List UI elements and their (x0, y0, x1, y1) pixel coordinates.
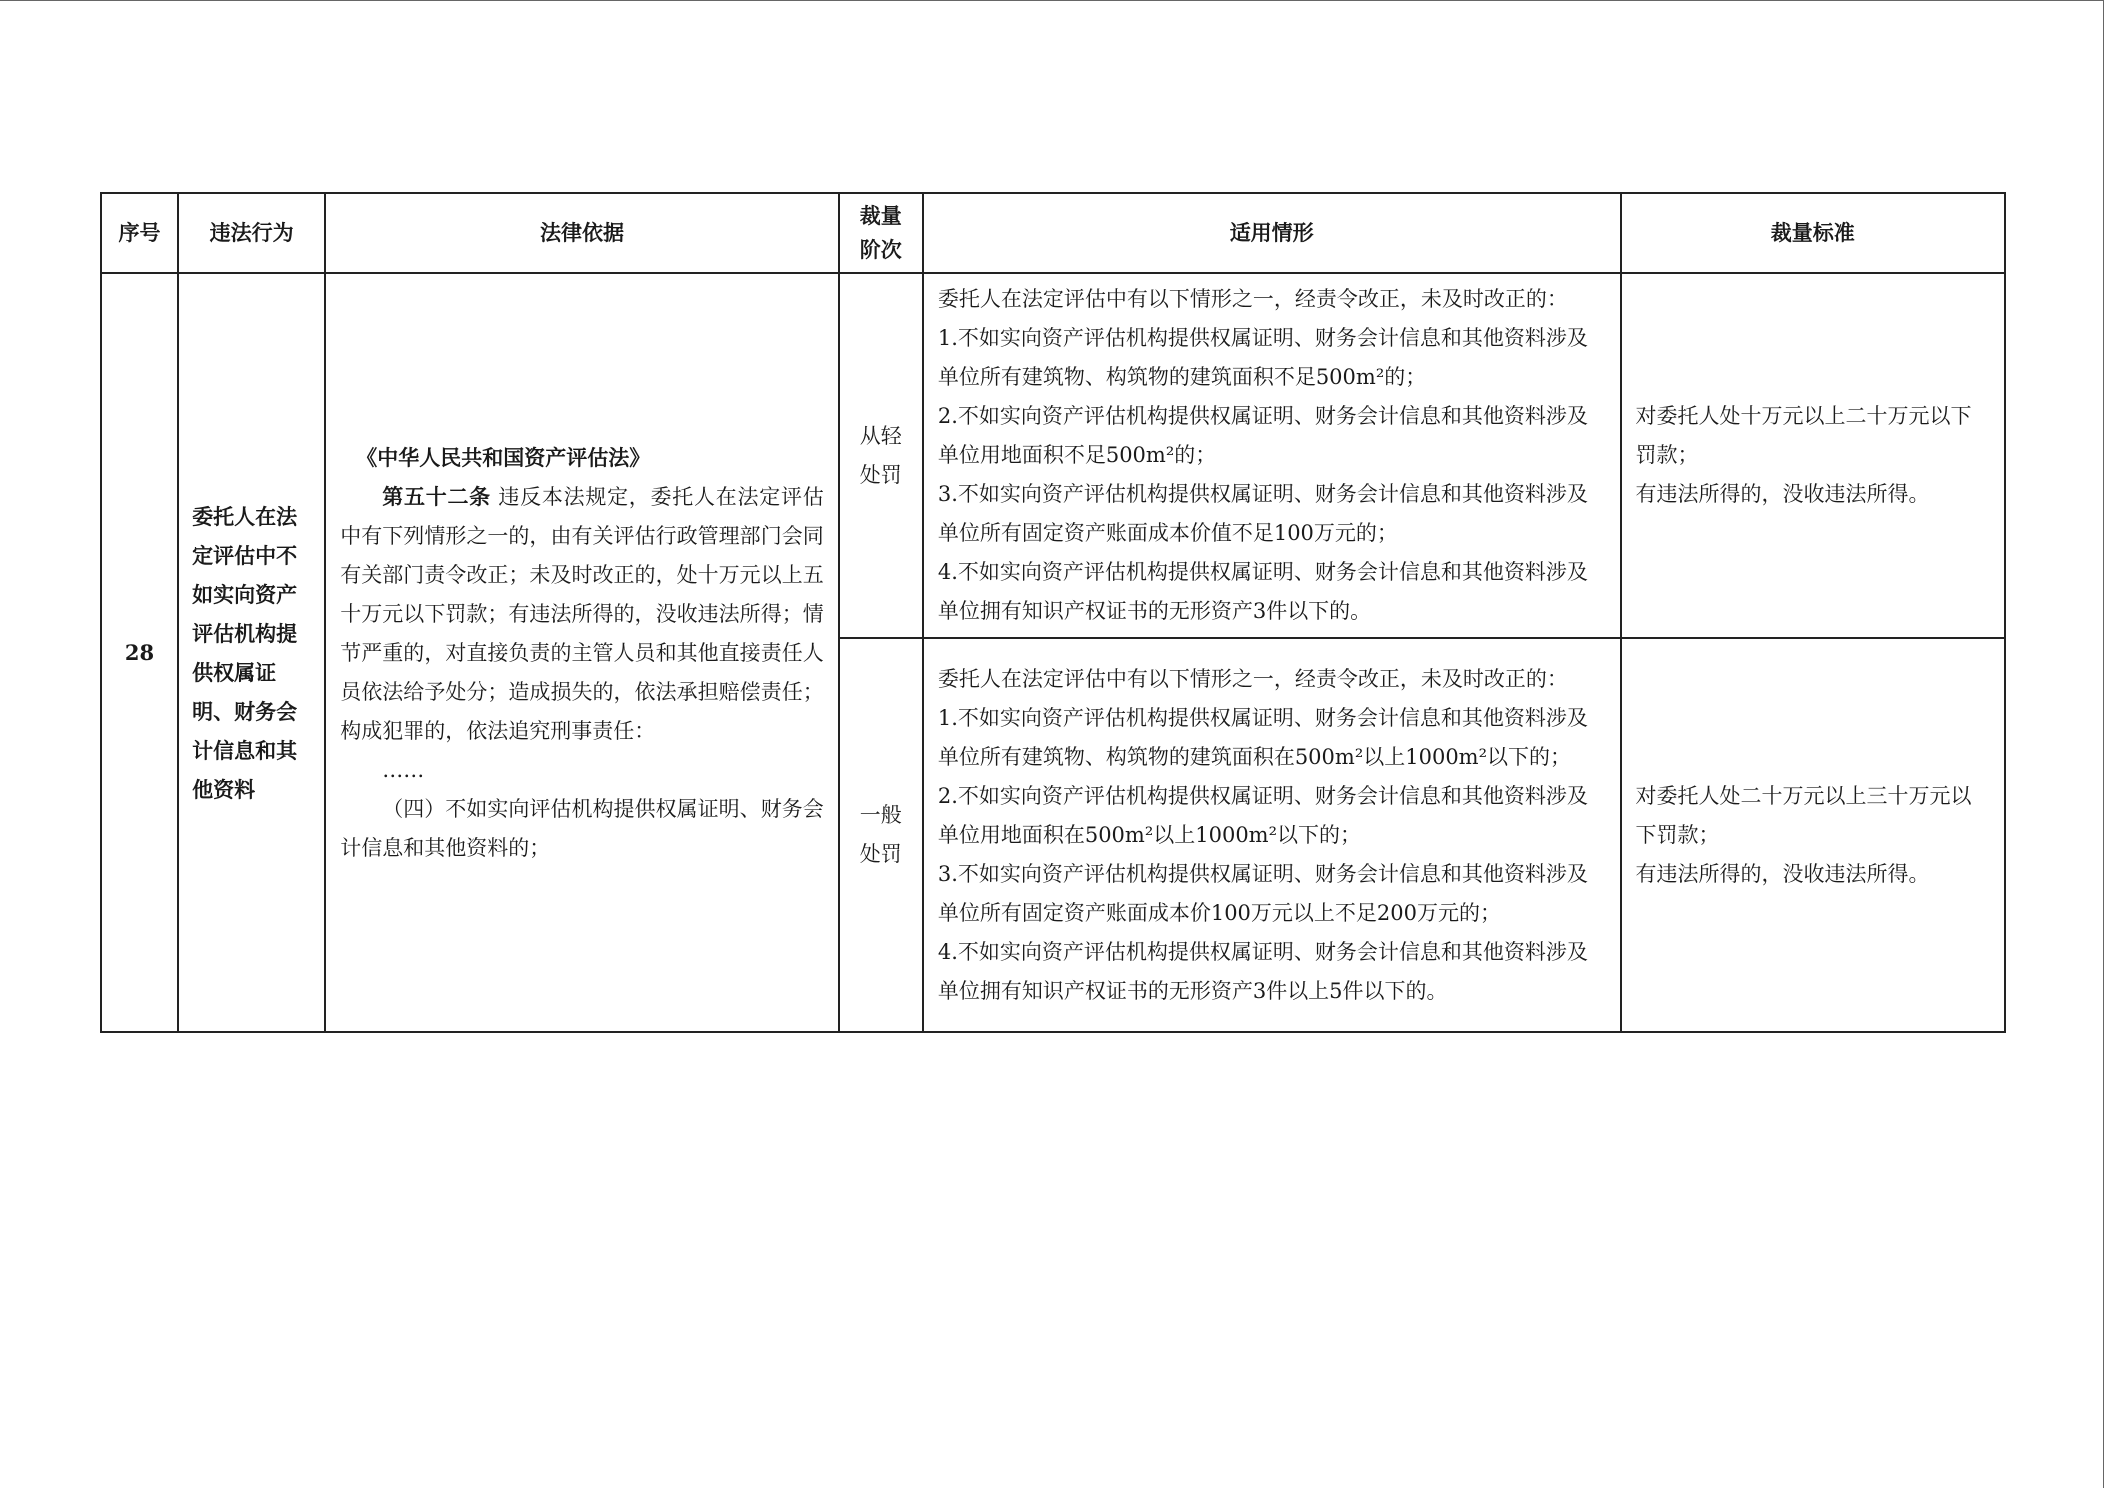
standard-lenient (1621, 273, 2005, 638)
header-act: 违法行为 (178, 193, 325, 273)
article-item-four: （四）不如实向评估机构提供权属证明、财务会计信息和其他资料的； (340, 796, 824, 860)
level-lenient (839, 273, 923, 638)
law-title: 《中华人民共和国资产评估法》 (356, 444, 651, 470)
case-general-item-4: 4.不如实向资产评估机构提供权属证明、财务会计信息和其他资料涉及单位拥有知识产权证书的无形资产3件以上5件以下的。 (937, 939, 1588, 1003)
article-paragraph (340, 477, 824, 751)
case-general-item-1: 1.不如实向资产评估机构提供权属证明、财务会计信息和其他资料涉及单位所有建筑物、构筑物的建筑面积在500m²以上1000m²以下的； (937, 705, 1588, 769)
row-number: 28 (101, 273, 178, 1032)
header-case: 适用情形 (923, 193, 1621, 273)
article-number: 第五十二条 (382, 483, 491, 509)
standard-general (1621, 638, 2005, 1032)
level-lenient-text: 从轻处罚 (859, 423, 902, 487)
case-general-item-2: 2.不如实向资产评估机构提供权属证明、财务会计信息和其他资料涉及单位用地面积在500m²以上1000m²以下的； (937, 783, 1588, 847)
case-lenient (923, 273, 1621, 638)
case-lenient-item-4: 4.不如实向资产评估机构提供权属证明、财务会计信息和其他资料涉及单位拥有知识产权证书的无形资产3件以下的。 (937, 560, 1588, 623)
level-general (839, 638, 923, 1032)
case-lenient-item-1: 1.不如实向资产评估机构提供权属证明、财务会计信息和其他资料涉及单位所有建筑物、构筑物的建筑面积不足500m²的； (937, 326, 1588, 389)
omission-ellipsis: …… (382, 757, 425, 782)
table-header-row (101, 193, 2005, 273)
violation-act: 委托人在法定评估中不如实向资产评估机构提供权属证明、财务会计信息和其他资料 (178, 273, 325, 1032)
standard-lenient-fine: 对委托人处十万元以上二十万元以下罚款； (1635, 404, 1972, 467)
case-lenient-intro: 委托人在法定评估中有以下情形之一，经责令改正，未及时改正的： (937, 287, 1568, 311)
case-lenient-item-2: 2.不如实向资产评估机构提供权属证明、财务会计信息和其他资料涉及单位用地面积不足500m²的； (937, 404, 1588, 467)
case-general (923, 638, 1621, 1032)
article-text: 违反本法规定，委托人在法定评估中有下列情形之一的，由有关评估行政管理部门会同有关部门责令改正；未及时改正的，处十万元以上五十万元以下罚款；有违法所得的，没收违法所得；情节严重的，对直接负责的主管人员和其他直接责任人员依法给予处分；造成损失的，依法承担赔偿责任；构成犯罪的，依法追究刑事责任： (340, 484, 824, 743)
case-general-item-3: 3.不如实向资产评估机构提供权属证明、财务会计信息和其他资料涉及单位所有固定资产账面成本价100万元以上不足200万元的； (937, 861, 1588, 925)
header-basis: 法律依据 (325, 193, 839, 273)
header-standard: 裁量标准 (1621, 193, 2005, 273)
table-row (101, 273, 2005, 638)
level-general-text: 一般处罚 (859, 803, 902, 866)
header-level-text: 裁量阶次 (859, 203, 902, 262)
header-no: 序号 (101, 193, 178, 273)
standard-lenient-confiscation: 有违法所得的，没收违法所得。 (1635, 482, 1930, 506)
case-general-intro: 委托人在法定评估中有以下情形之一，经责令改正，未及时改正的： (937, 666, 1568, 691)
header-level (839, 193, 923, 273)
standard-general-fine: 对委托人处二十万元以上三十万元以下罚款； (1635, 783, 1972, 847)
legal-basis (325, 273, 839, 1032)
standard-general-confiscation: 有违法所得的，没收违法所得。 (1635, 861, 1930, 886)
penalty-discretion-table (100, 192, 2006, 1033)
case-lenient-item-3: 3.不如实向资产评估机构提供权属证明、财务会计信息和其他资料涉及单位所有固定资产账面成本价值不足100万元的； (937, 482, 1588, 545)
